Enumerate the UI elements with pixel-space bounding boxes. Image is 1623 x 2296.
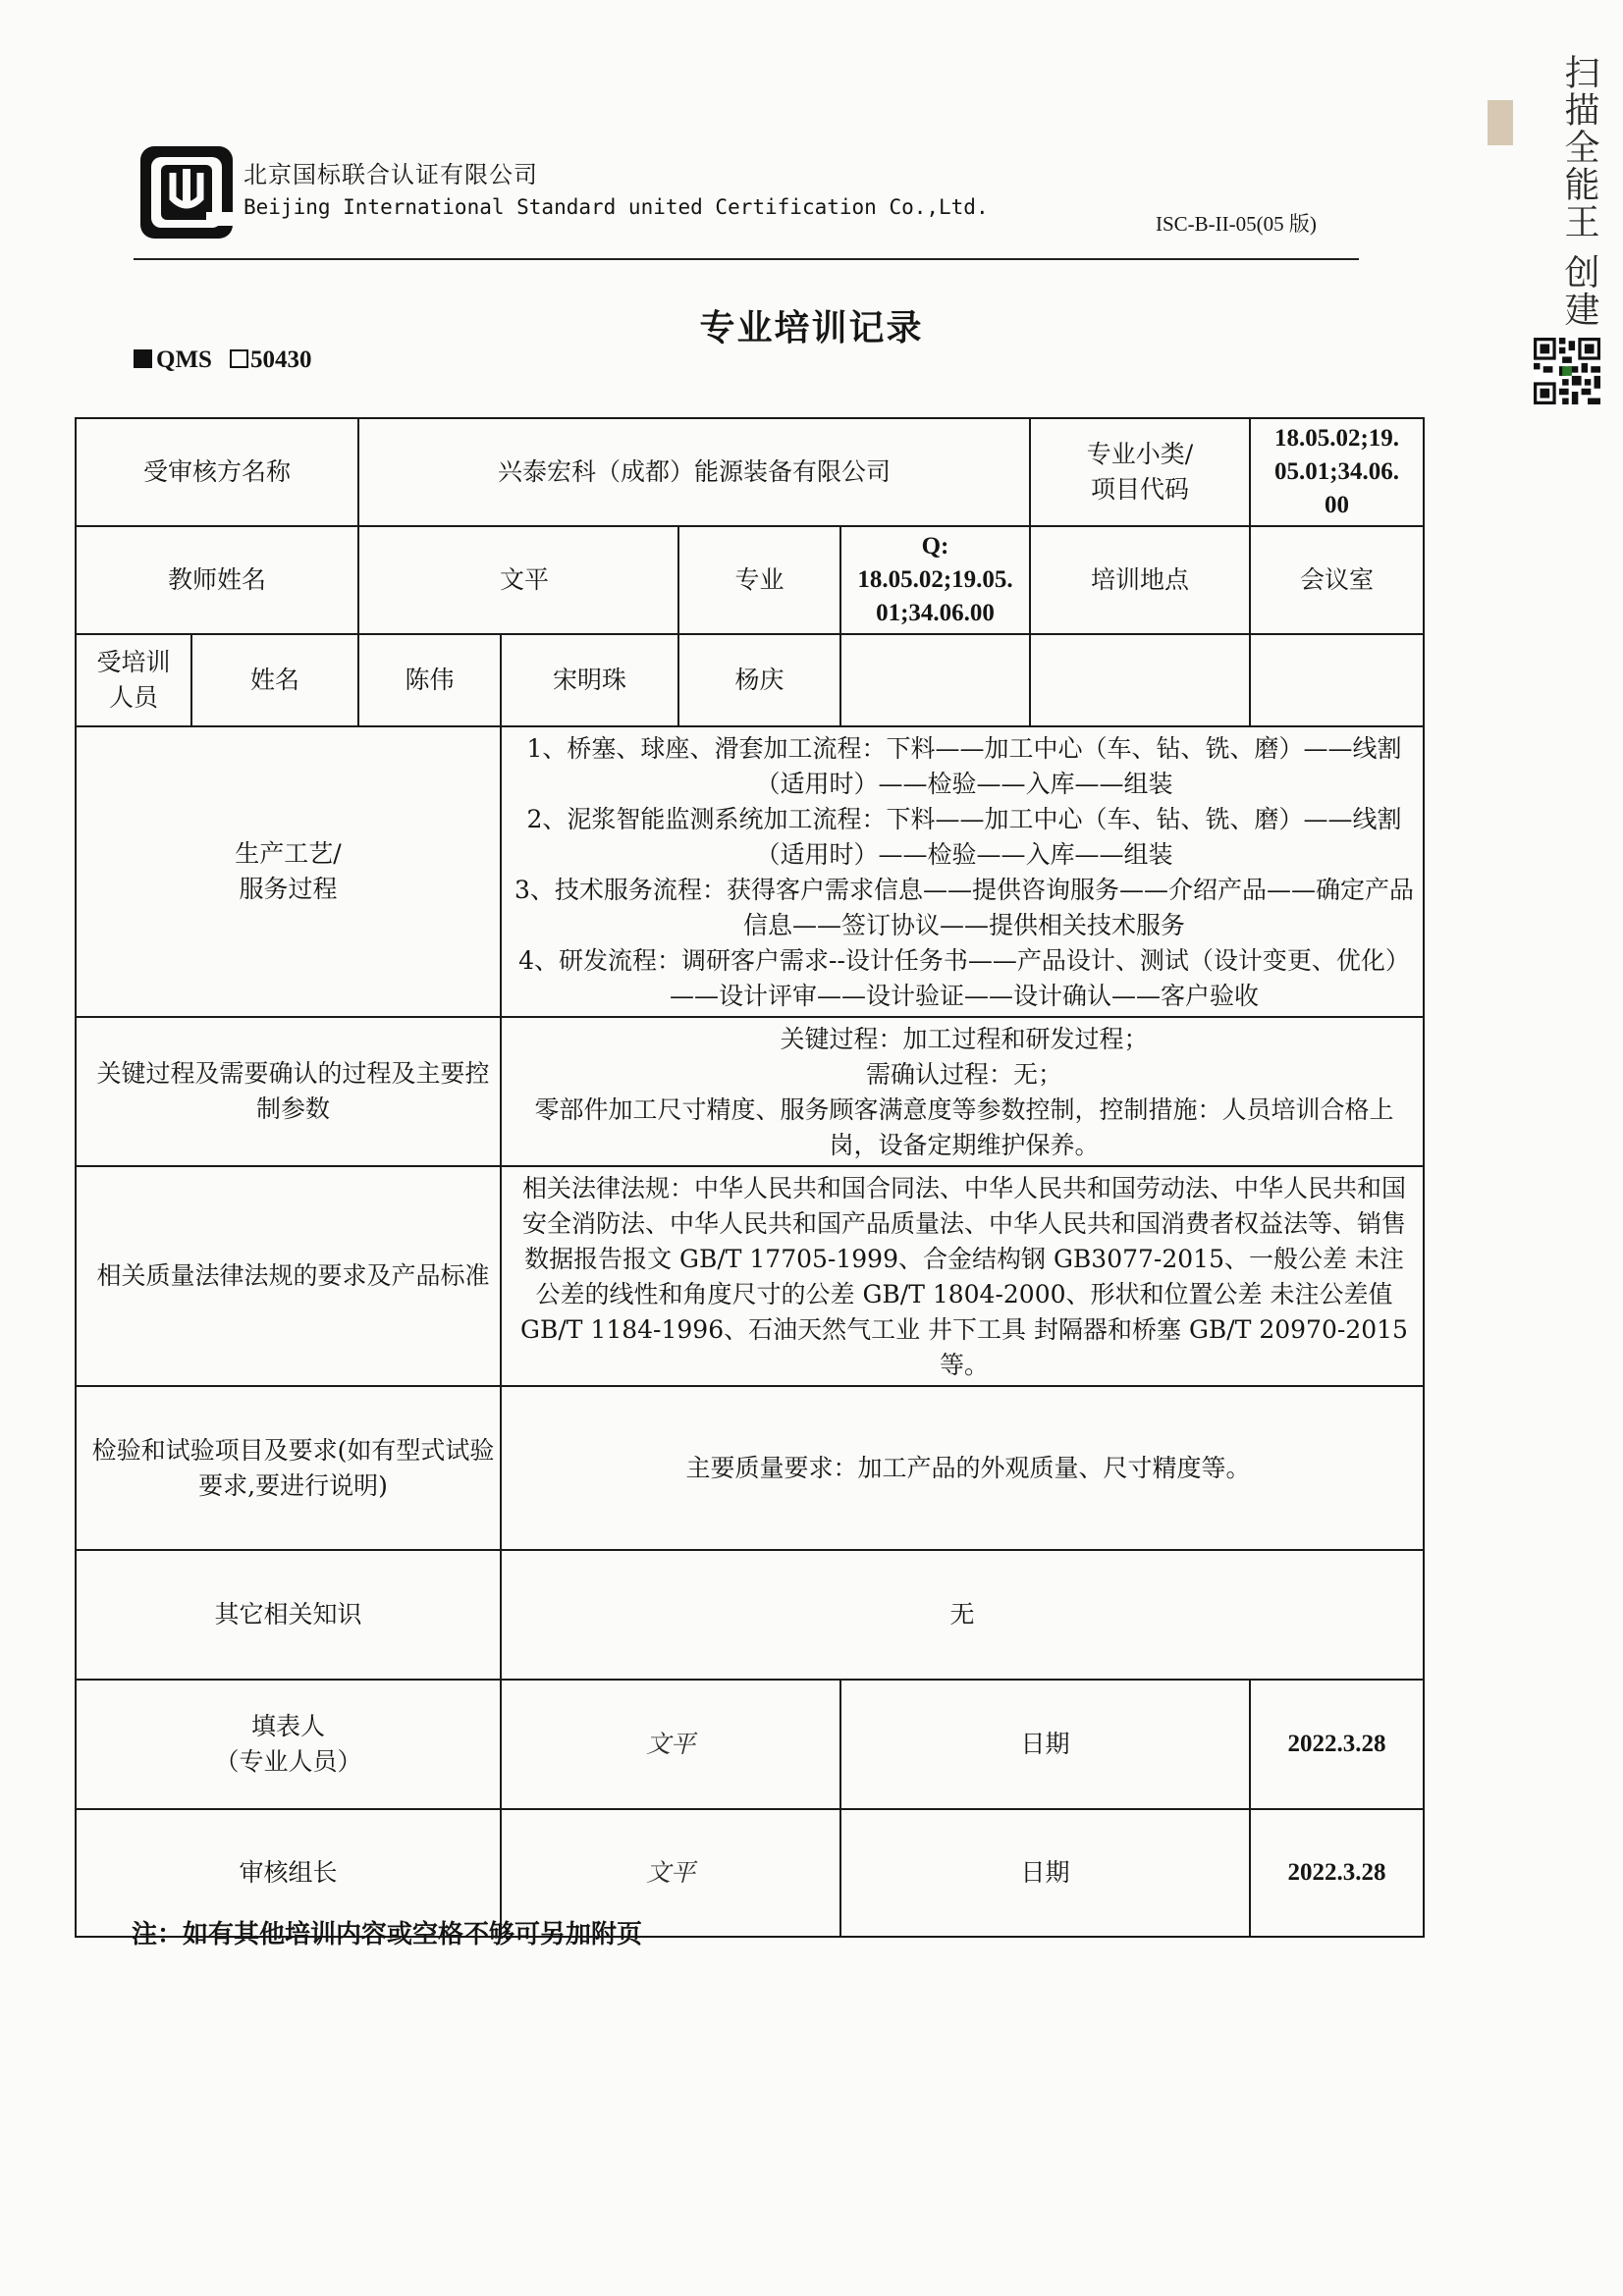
trainee-name-1: 陈伟	[358, 634, 501, 726]
code-value-line-1: 18.05.02;19.	[1273, 425, 1400, 452]
process-label-line-2: 服务过程	[239, 875, 338, 903]
trainee-name-6	[1250, 634, 1424, 726]
code-value-line-3: 00	[1325, 492, 1349, 518]
teacher-row	[76, 526, 1424, 634]
filler-row	[76, 1680, 1424, 1809]
filler-date: 2022.3.28	[1250, 1680, 1424, 1809]
key-line-2: 需确认过程：无；	[865, 1060, 1062, 1089]
process-line-2: 2、泥浆智能监测系统加工流程：下料——加工中心（车、钻、铣、磨）——线割（适用时）——检验——入库——组装	[526, 805, 1402, 869]
name-label: 姓名	[191, 634, 358, 726]
code-value-line-2: 05.01;34.06.	[1273, 458, 1400, 485]
key-process-row	[76, 1017, 1424, 1166]
document-title: 专业培训记录	[699, 308, 924, 348]
process-label-line-1: 生产工艺/	[235, 839, 342, 868]
auditee-value: 兴泰宏科（成都）能源装备有限公司	[358, 418, 1030, 526]
leader-label: 审核组长	[76, 1809, 501, 1937]
trainee-label-line-2: 人员	[108, 683, 158, 712]
50430-label: 50430	[249, 347, 312, 373]
company-name-cn: 北京国标联合认证有限公司	[243, 161, 538, 188]
form-code: ISC-B-II-05(05 版)	[1156, 212, 1317, 236]
code-label	[1030, 418, 1250, 526]
filler-label-line-1: 填表人	[250, 1712, 325, 1740]
key-line-3: 零部件加工尺寸精度、服务顾客满意度等参数控制，控制措施：人员培训合格上岗，设备定期维护保养。	[534, 1095, 1394, 1159]
major-value	[840, 526, 1030, 634]
tape-mark	[1488, 100, 1513, 145]
trainee-name-4	[840, 634, 1030, 726]
trainees-row	[76, 634, 1424, 726]
footnote: 注：如有其他培训内容或空格不够可另加附页	[132, 1920, 643, 1949]
teacher-label: 教师姓名	[76, 526, 358, 634]
auditee-label: 受审核方名称	[76, 418, 358, 526]
other-row	[76, 1550, 1424, 1680]
major-value-line-1: Q:	[921, 533, 949, 560]
key-process-content	[501, 1017, 1424, 1166]
other-label: 其它相关知识	[76, 1550, 501, 1680]
code-label-line-1: 专业小类/	[1086, 440, 1194, 468]
process-line-3: 3、技术服务流程：获得客户需求信息——提供咨询服务——介绍产品——确定产品信息——签订协议——提供相关技术服务	[514, 876, 1414, 939]
company-name-en: Beijing International Standard united Certification Co.,Ltd.	[243, 195, 989, 219]
process-content	[501, 726, 1424, 1017]
filler-label-line-2: （专业人员）	[214, 1747, 362, 1776]
process-label	[76, 726, 501, 1017]
scanner-watermark: 扫描全能王 创建	[1559, 54, 1599, 329]
trainee-label	[76, 634, 191, 726]
code-label-line-2: 项目代码	[1090, 475, 1189, 504]
test-row	[76, 1386, 1424, 1550]
50430-checkbox-unchecked	[230, 349, 248, 368]
trainee-name-3: 杨庆	[678, 634, 840, 726]
major-value-line-3: 01;34.06.00	[876, 600, 995, 626]
teacher-value: 文平	[358, 526, 678, 634]
trainee-name-2: 宋明珠	[501, 634, 678, 726]
management-system-selector	[134, 347, 311, 374]
test-content: 主要质量要求：加工产品的外观质量、尺寸精度等。	[501, 1386, 1424, 1550]
qms-label: QMS	[156, 347, 212, 373]
filler-signature: 文平	[501, 1680, 840, 1809]
filler-label	[76, 1680, 501, 1809]
other-content: 无	[501, 1550, 1424, 1680]
trainee-label-line-1: 受培训	[96, 648, 171, 676]
major-value-line-2: 18.05.02;19.05.	[857, 566, 1013, 593]
code-value	[1250, 418, 1424, 526]
location-label: 培训地点	[1030, 526, 1250, 634]
leader-date-label: 日期	[840, 1809, 1250, 1937]
major-label: 专业	[678, 526, 840, 634]
process-line-1: 1、桥塞、球座、滑套加工流程：下料——加工中心（车、钻、铣、磨）——线割（适用时）——检验——入库——组装	[526, 734, 1402, 798]
test-label: 检验和试验项目及要求(如有型式试验要求,要进行说明)	[76, 1386, 501, 1550]
process-line-4: 4、研发流程：调研客户需求--设计任务书——产品设计、测试（设计变更、优化）——设计评审——设计验证——设计确认——客户验收	[518, 946, 1410, 1010]
trainee-name-5	[1030, 634, 1250, 726]
location-value: 会议室	[1250, 526, 1424, 634]
key-process-label: 关键过程及需要确认的过程及主要控制参数	[76, 1017, 501, 1166]
header-rule	[134, 258, 1359, 260]
qms-checkbox-checked	[134, 349, 152, 368]
law-content: 相关法律法规：中华人民共和国合同法、中华人民共和国劳动法、中华人民共和国安全消防法、中华人民共和国产品质量法、中华人民共和国消费者权益法等、销售数据报告报文 GB/T 17705-1999、合金结构钢 GB3077-2015、一般公差 未注公差的线性和角度尺寸的公差 GB/T 1804-2000、形状和位置公差 未注公差值 GB/T 1184-1996、石油天然气工业 井下工具 封隔器和桥塞 GB/T 20970-2015 等。	[501, 1166, 1424, 1386]
key-line-1: 关键过程：加工过程和研发过程；	[780, 1025, 1149, 1053]
leader-signature: 文平	[501, 1809, 840, 1937]
auditee-row	[76, 418, 1424, 526]
filler-date-label: 日期	[840, 1680, 1250, 1809]
certification-logo	[137, 143, 236, 241]
law-row	[76, 1166, 1424, 1386]
process-row	[76, 726, 1424, 1017]
leader-date: 2022.3.28	[1250, 1809, 1424, 1937]
training-record-table	[75, 417, 1425, 1938]
law-label: 相关质量法律法规的要求及产品标准	[76, 1166, 501, 1386]
